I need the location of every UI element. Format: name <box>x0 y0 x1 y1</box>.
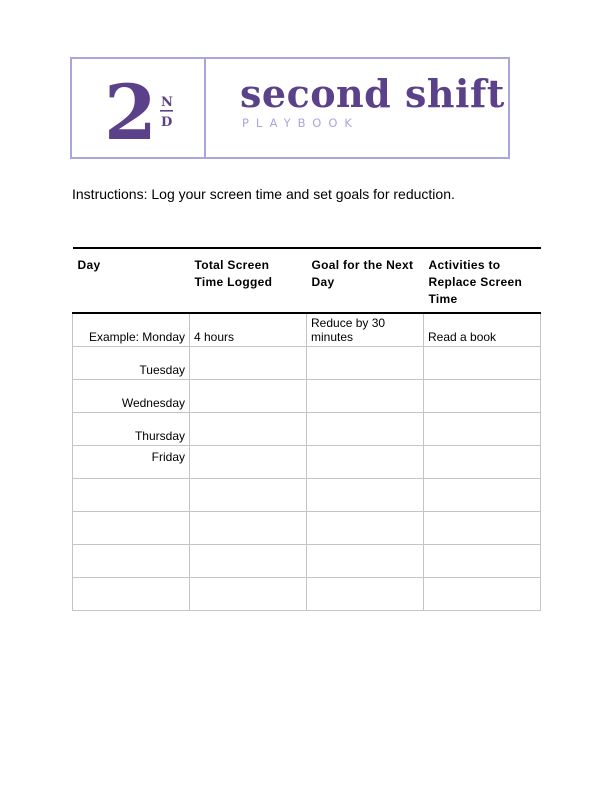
table-row <box>73 313 541 347</box>
table-row <box>73 347 541 380</box>
table-row <box>73 545 541 578</box>
day-cell[interactable] <box>73 545 190 578</box>
table-row <box>73 413 541 446</box>
table-row <box>73 479 541 512</box>
day-cell[interactable] <box>73 512 190 545</box>
screen-time-cell[interactable] <box>190 413 307 446</box>
day-cell[interactable] <box>73 578 190 611</box>
screen-time-cell[interactable] <box>190 347 307 380</box>
goal-cell[interactable] <box>307 512 424 545</box>
goal-cell[interactable] <box>307 479 424 512</box>
goal-cell[interactable] <box>307 446 424 479</box>
goal-cell[interactable]: Reduce by 30 minutes <box>307 313 424 347</box>
logo-suffix-rule <box>160 110 173 112</box>
activity-cell[interactable]: Read a book <box>424 313 541 347</box>
logo-suffix-top: N <box>161 95 173 110</box>
goal-cell[interactable] <box>307 413 424 446</box>
goal-cell[interactable] <box>307 347 424 380</box>
logo-mark <box>72 59 204 157</box>
activity-cell[interactable] <box>424 380 541 413</box>
activity-cell[interactable] <box>424 545 541 578</box>
header-replacement-activities: Activities to Replace Screen Time <box>424 248 541 313</box>
activity-cell[interactable] <box>424 578 541 611</box>
day-cell[interactable]: Example: Monday <box>73 313 190 347</box>
screen-time-cell[interactable] <box>190 545 307 578</box>
activity-cell[interactable] <box>424 347 541 380</box>
screen-time-cell[interactable] <box>190 446 307 479</box>
table-row <box>73 380 541 413</box>
goal-cell[interactable] <box>307 578 424 611</box>
screen-time-cell[interactable] <box>190 578 307 611</box>
day-cell[interactable]: Thursday <box>73 413 190 446</box>
table-row <box>73 512 541 545</box>
instructions-text: Instructions: Log your screen time and set goals for reduction. <box>72 186 455 202</box>
logo-suffix-bottom: D <box>161 115 173 130</box>
screen-time-log-table <box>72 247 541 611</box>
screen-time-cell[interactable] <box>190 380 307 413</box>
activity-cell[interactable] <box>424 479 541 512</box>
screen-time-cell[interactable]: 4 hours <box>190 313 307 347</box>
day-cell[interactable]: Wednesday <box>73 380 190 413</box>
logo-wordmark <box>240 71 505 130</box>
header-goal-next-day: Goal for the Next Day <box>307 248 424 313</box>
table-row <box>73 446 541 479</box>
day-cell[interactable]: Friday <box>73 446 190 479</box>
day-cell[interactable]: Tuesday <box>73 347 190 380</box>
activity-cell[interactable] <box>424 446 541 479</box>
brand-name: second shift <box>240 71 505 116</box>
activity-cell[interactable] <box>424 413 541 446</box>
screen-time-cell[interactable] <box>190 479 307 512</box>
table-header-row <box>73 248 541 313</box>
logo-banner <box>70 57 510 159</box>
logo-divider <box>204 59 206 157</box>
activity-cell[interactable] <box>424 512 541 545</box>
goal-cell[interactable] <box>307 380 424 413</box>
brand-tagline: PLAYBOOK <box>242 116 359 130</box>
goal-cell[interactable] <box>307 545 424 578</box>
logo-numeral: 2 <box>104 68 157 157</box>
header-total-screen-time: Total Screen Time Logged <box>190 248 307 313</box>
header-day: Day <box>73 248 190 313</box>
day-cell[interactable] <box>73 479 190 512</box>
table-row <box>73 578 541 611</box>
screen-time-cell[interactable] <box>190 512 307 545</box>
